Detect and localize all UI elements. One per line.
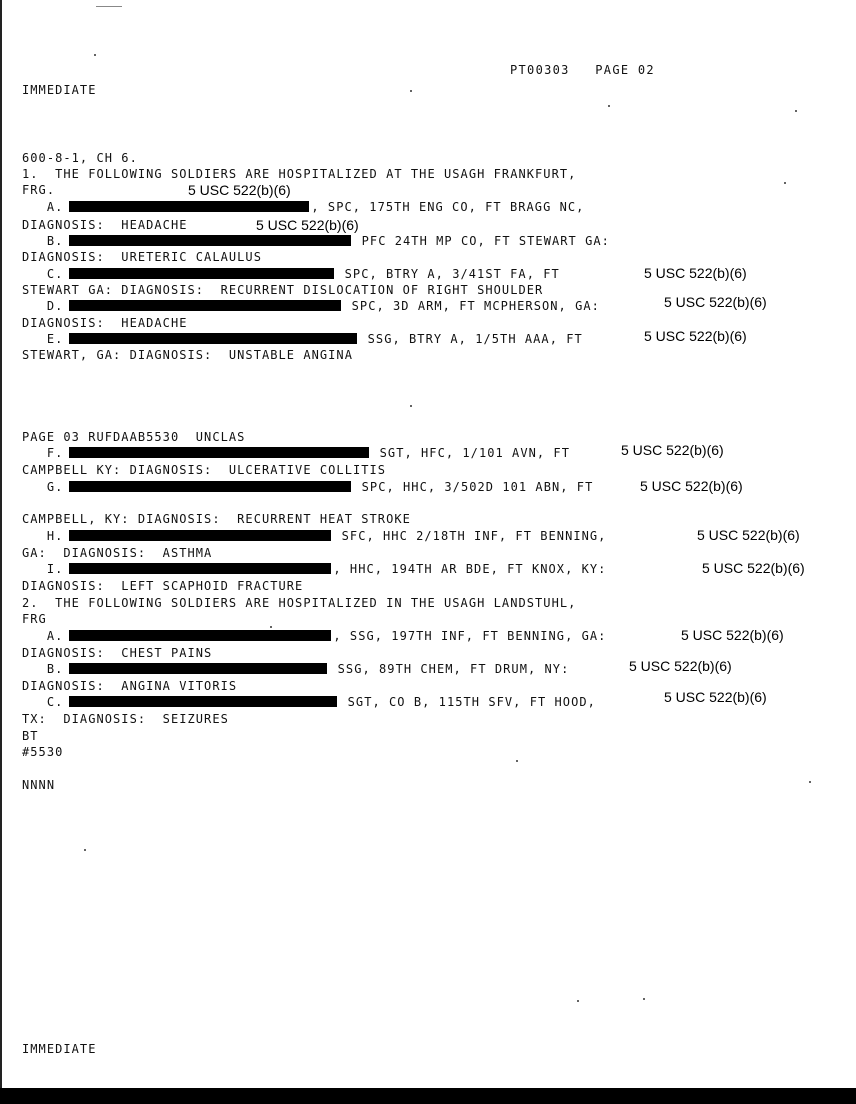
line-text: BT: [22, 729, 39, 743]
scan-mark: [96, 6, 122, 7]
scan-speck: [84, 849, 86, 851]
message-line: [22, 545, 212, 561]
exemption-label: 5 USC 522(b)(6): [621, 442, 724, 458]
scan-speck: [410, 90, 412, 92]
exemption-label: 5 USC 522(b)(6): [640, 478, 743, 494]
line-text: STEWART, GA: DIAGNOSIS: UNSTABLE ANGINA: [22, 348, 353, 362]
line-text-after-redaction: SSG, 89TH CHEM, FT DRUM, NY:: [329, 662, 570, 676]
line-text: H.: [22, 529, 64, 543]
message-line: [22, 266, 560, 282]
line-text: IMMEDIATE: [22, 1042, 97, 1056]
scan-speck: [577, 1000, 579, 1002]
scan-speck: [809, 781, 811, 783]
line-text: DIAGNOSIS: CHEST PAINS: [22, 646, 213, 660]
line-text-after-redaction: SPC, 3D ARM, FT MCPHERSON, GA:: [343, 299, 600, 313]
line-text-after-redaction: SPC, HHC, 3/502D 101 ABN, FT: [353, 480, 594, 494]
line-text-after-redaction: SFC, HHC 2/18TH INF, FT BENNING,: [333, 529, 607, 543]
message-line: [22, 445, 570, 461]
exemption-label: 5 USC 522(b)(6): [681, 627, 784, 643]
message-line: [22, 511, 411, 527]
page-bottom-edge: [0, 1088, 856, 1104]
message-ref: PT00303: [510, 63, 570, 77]
line-text: #5530: [22, 745, 64, 759]
exemption-label: 5 USC 522(b)(6): [664, 689, 767, 705]
message-line: [22, 777, 55, 793]
scan-speck: [270, 626, 272, 628]
message-line: [22, 166, 576, 182]
line-text: E.: [22, 332, 64, 346]
message-line: [22, 711, 229, 727]
redaction-bar: [69, 630, 331, 641]
line-text: B.: [22, 662, 64, 676]
message-line: [22, 199, 584, 215]
page-left-edge: [0, 0, 2, 1104]
redaction-bar: [69, 663, 327, 674]
line-text: FRG.: [22, 183, 56, 197]
scan-speck: [795, 110, 797, 112]
redaction-bar: [69, 201, 309, 212]
exemption-label: 5 USC 522(b)(6): [697, 527, 800, 543]
line-text: 2. THE FOLLOWING SOLDIERS ARE HOSPITALIZED IN THE USAGH LANDSTUHL,: [22, 596, 577, 610]
message-line: [22, 462, 386, 478]
scan-speck: [643, 998, 645, 1000]
redaction-bar: [69, 481, 351, 492]
message-line: [22, 298, 600, 314]
redaction-bar: [69, 447, 369, 458]
message-line: [22, 528, 606, 544]
line-text: F.: [22, 446, 64, 460]
line-text: D.: [22, 299, 64, 313]
message-line: [22, 249, 262, 265]
exemption-label: 5 USC 522(b)(6): [702, 560, 805, 576]
message-line: [22, 578, 303, 594]
exemption-label: 5 USC 522(b)(6): [629, 658, 732, 674]
redaction-bar: [69, 235, 351, 246]
line-text: CAMPBELL, KY: DIAGNOSIS: RECURRENT HEAT STROKE: [22, 512, 411, 526]
redaction-bar: [69, 530, 331, 541]
redaction-bar: [69, 563, 331, 574]
line-text-after-redaction: , SPC, 175TH ENG CO, FT BRAGG NC,: [311, 200, 585, 214]
message-line: [22, 728, 39, 744]
line-text-after-redaction: SPC, BTRY A, 3/41ST FA, FT: [336, 267, 560, 281]
scan-speck: [516, 760, 518, 762]
line-text: NNNN: [22, 778, 56, 792]
message-header-ref: [510, 63, 655, 77]
line-text: STEWART GA: DIAGNOSIS: RECURRENT DISLOCATION OF RIGHT SHOULDER: [22, 283, 544, 297]
line-text-after-redaction: SSG, BTRY A, 1/5TH AAA, FT: [359, 332, 583, 346]
message-line: [22, 282, 543, 298]
message-line: [22, 217, 188, 233]
line-text: C.: [22, 695, 64, 709]
redaction-bar: [69, 268, 334, 279]
exemption-label: 5 USC 522(b)(6): [256, 217, 359, 233]
message-line: [22, 595, 576, 611]
scan-speck: [410, 405, 412, 407]
redaction-bar: [69, 333, 357, 344]
precedence-top: IMMEDIATE: [22, 83, 97, 97]
message-line: [22, 694, 596, 710]
line-text-after-redaction: PFC 24TH MP CO, FT STEWART GA:: [353, 234, 610, 248]
line-text: A.: [22, 629, 64, 643]
line-text: DIAGNOSIS: LEFT SCAPHOID FRACTURE: [22, 579, 304, 593]
message-line: [22, 678, 237, 694]
message-line: [22, 315, 188, 331]
exemption-label: 5 USC 522(b)(6): [664, 294, 767, 310]
line-text: GA: DIAGNOSIS: ASTHMA: [22, 546, 213, 560]
line-text: DIAGNOSIS: HEADACHE: [22, 316, 188, 330]
scan-speck: [608, 105, 610, 107]
message-line: [22, 1041, 96, 1057]
line-text: PAGE 03 RUFDAAB5530 UNCLAS: [22, 430, 246, 444]
line-text: A.: [22, 200, 64, 214]
message-line: [22, 150, 138, 166]
page-number: PAGE 02: [595, 63, 655, 77]
message-line: [22, 561, 606, 577]
message-line: [22, 479, 593, 495]
exemption-label: 5 USC 522(b)(6): [188, 182, 291, 198]
line-text: I.: [22, 562, 64, 576]
message-line: [22, 645, 212, 661]
message-line: [22, 331, 583, 347]
scan-speck: [94, 54, 96, 56]
message-line: [22, 744, 63, 760]
line-text: 600-8-1, CH 6.: [22, 151, 138, 165]
message-line: [22, 628, 606, 644]
line-text: DIAGNOSIS: URETERIC CALAULUS: [22, 250, 262, 264]
message-line: [22, 429, 245, 445]
line-text-after-redaction: , HHC, 194TH AR BDE, FT KNOX, KY:: [333, 562, 607, 576]
line-text: 1. THE FOLLOWING SOLDIERS ARE HOSPITALIZED AT THE USAGH FRANKFURT,: [22, 167, 577, 181]
message-line: [22, 611, 47, 627]
line-text-after-redaction: , SSG, 197TH INF, FT BENNING, GA:: [333, 629, 607, 643]
message-line: [22, 661, 569, 677]
line-text: B.: [22, 234, 64, 248]
line-text: G.: [22, 480, 64, 494]
line-text: TX: DIAGNOSIS: SEIZURES: [22, 712, 229, 726]
exemption-label: 5 USC 522(b)(6): [644, 328, 747, 344]
message-line: [22, 233, 610, 249]
line-text: DIAGNOSIS: HEADACHE: [22, 218, 188, 232]
redaction-bar: [69, 696, 337, 707]
message-line: [22, 347, 353, 363]
line-text: FRG: [22, 612, 47, 626]
line-text: C.: [22, 267, 64, 281]
scan-speck: [784, 182, 786, 184]
line-text-after-redaction: SGT, HFC, 1/101 AVN, FT: [371, 446, 570, 460]
line-text: CAMPBELL KY: DIAGNOSIS: ULCERATIVE COLLITIS: [22, 463, 387, 477]
exemption-label: 5 USC 522(b)(6): [644, 265, 747, 281]
line-text-after-redaction: SGT, CO B, 115TH SFV, FT HOOD,: [339, 695, 596, 709]
line-text: DIAGNOSIS: ANGINA VITORIS: [22, 679, 238, 693]
redaction-bar: [69, 300, 341, 311]
message-line: [22, 182, 55, 198]
